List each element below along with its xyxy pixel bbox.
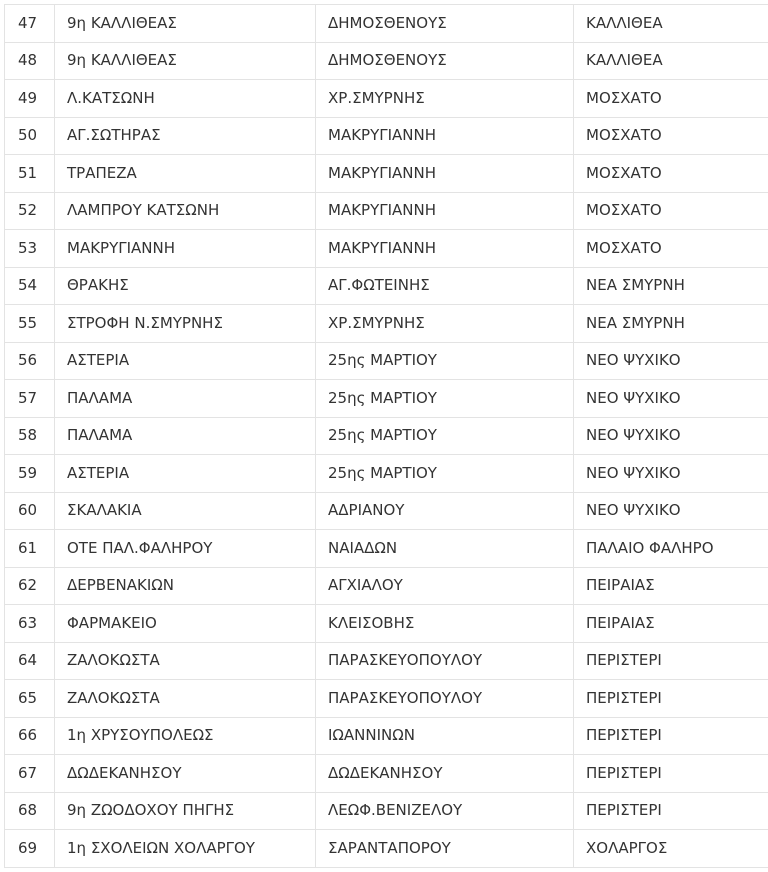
- area-name: ΝΕΑ ΣΜΥΡΝΗ: [574, 267, 768, 305]
- table-row: [5, 680, 768, 718]
- area-name: ΝΕΟ ΨΥΧΙΚΟ: [574, 417, 768, 455]
- street-name: 25ης ΜΑΡΤΙΟΥ: [316, 417, 574, 455]
- table-row: [5, 80, 768, 118]
- street-name: ΠΑΡΑΣΚΕΥΟΠΟΥΛΟΥ: [316, 642, 574, 680]
- area-name: ΝΕΟ ΨΥΧΙΚΟ: [574, 380, 768, 418]
- street-name: ΣΑΡΑΝΤΑΠΟΡΟΥ: [316, 830, 574, 868]
- row-number: 59: [5, 455, 55, 493]
- street-name: ΚΛΕΙΣΟΒΗΣ: [316, 605, 574, 643]
- row-number: 63: [5, 605, 55, 643]
- street-name: ΧΡ.ΣΜΥΡΝΗΣ: [316, 80, 574, 118]
- location-name: 9η ΚΑΛΛΙΘΕΑΣ: [55, 5, 316, 43]
- area-name: ΚΑΛΛΙΘΕΑ: [574, 42, 768, 80]
- table-row: [5, 792, 768, 830]
- area-name: ΠΑΛΑΙΟ ΦΑΛΗΡΟ: [574, 530, 768, 568]
- location-name: 9η ΚΑΛΛΙΘΕΑΣ: [55, 42, 316, 80]
- street-name: ΠΑΡΑΣΚΕΥΟΠΟΥΛΟΥ: [316, 680, 574, 718]
- area-name: ΝΕΟ ΨΥΧΙΚΟ: [574, 342, 768, 380]
- area-name: ΧΟΛΑΡΓΟΣ: [574, 830, 768, 868]
- row-number: 53: [5, 230, 55, 268]
- location-name: ΤΡΑΠΕΖΑ: [55, 155, 316, 193]
- location-name: 1η ΧΡΥΣΟΥΠΟΛΕΩΣ: [55, 717, 316, 755]
- row-number: 68: [5, 792, 55, 830]
- location-name: ΔΩΔΕΚΑΝΗΣΟΥ: [55, 755, 316, 793]
- table-row: [5, 42, 768, 80]
- street-name: ΧΡ.ΣΜΥΡΝΗΣ: [316, 305, 574, 343]
- row-number: 56: [5, 342, 55, 380]
- row-number: 55: [5, 305, 55, 343]
- table-row: [5, 342, 768, 380]
- location-name: 9η ΖΩΟΔΟΧΟΥ ΠΗΓΗΣ: [55, 792, 316, 830]
- table-row: [5, 5, 768, 43]
- table-row: [5, 267, 768, 305]
- area-name: ΝΕΟ ΨΥΧΙΚΟ: [574, 492, 768, 530]
- location-name: ΑΣΤΕΡΙΑ: [55, 455, 316, 493]
- street-name: ΔΩΔΕΚΑΝΗΣΟΥ: [316, 755, 574, 793]
- locations-table-body: [5, 5, 768, 868]
- row-number: 49: [5, 80, 55, 118]
- street-name: ΜΑΚΡΥΓΙΑΝΝΗ: [316, 230, 574, 268]
- location-name: ΛΑΜΠΡΟΥ ΚΑΤΣΩΝΗ: [55, 192, 316, 230]
- row-number: 58: [5, 417, 55, 455]
- location-name: ΔΕΡΒΕΝΑΚΙΩΝ: [55, 567, 316, 605]
- street-name: ΔΗΜΟΣΘΕΝΟΥΣ: [316, 5, 574, 43]
- location-name: ΖΑΛΟΚΩΣΤΑ: [55, 680, 316, 718]
- table-row: [5, 642, 768, 680]
- table-row: [5, 830, 768, 868]
- street-name: ΜΑΚΡΥΓΙΑΝΝΗ: [316, 155, 574, 193]
- street-name: ΑΔΡΙΑΝΟΥ: [316, 492, 574, 530]
- table-row: [5, 605, 768, 643]
- locations-table: [4, 4, 768, 868]
- area-name: ΠΕΙΡΑΙΑΣ: [574, 605, 768, 643]
- area-name: ΜΟΣΧΑΤΟ: [574, 155, 768, 193]
- street-name: ΛΕΩΦ.ΒΕΝΙΖΕΛΟΥ: [316, 792, 574, 830]
- area-name: ΠΕΡΙΣΤΕΡΙ: [574, 755, 768, 793]
- area-name: ΝΕΟ ΨΥΧΙΚΟ: [574, 455, 768, 493]
- area-name: ΝΕΑ ΣΜΥΡΝΗ: [574, 305, 768, 343]
- row-number: 57: [5, 380, 55, 418]
- table-row: [5, 380, 768, 418]
- street-name: 25ης ΜΑΡΤΙΟΥ: [316, 380, 574, 418]
- row-number: 60: [5, 492, 55, 530]
- location-name: Λ.ΚΑΤΣΩΝΗ: [55, 80, 316, 118]
- location-name: ΘΡΑΚΗΣ: [55, 267, 316, 305]
- row-number: 51: [5, 155, 55, 193]
- location-name: ΖΑΛΟΚΩΣΤΑ: [55, 642, 316, 680]
- location-name: 1η ΣΧΟΛΕΙΩΝ ΧΟΛΑΡΓΟΥ: [55, 830, 316, 868]
- row-number: 62: [5, 567, 55, 605]
- location-name: ΦΑΡΜΑΚΕΙΟ: [55, 605, 316, 643]
- area-name: ΜΟΣΧΑΤΟ: [574, 117, 768, 155]
- street-name: ΔΗΜΟΣΘΕΝΟΥΣ: [316, 42, 574, 80]
- area-name: ΠΕΡΙΣΤΕΡΙ: [574, 792, 768, 830]
- area-name: ΠΕΡΙΣΤΕΡΙ: [574, 717, 768, 755]
- location-name: ΣΚΑΛΑΚΙΑ: [55, 492, 316, 530]
- table-row: [5, 455, 768, 493]
- area-name: ΜΟΣΧΑΤΟ: [574, 192, 768, 230]
- street-name: 25ης ΜΑΡΤΙΟΥ: [316, 342, 574, 380]
- row-number: 50: [5, 117, 55, 155]
- location-name: ΜΑΚΡΥΓΙΑΝΝΗ: [55, 230, 316, 268]
- location-name: ΠΑΛΑΜΑ: [55, 417, 316, 455]
- row-number: 64: [5, 642, 55, 680]
- street-name: ΑΓΧΙΑΛΟΥ: [316, 567, 574, 605]
- street-name: ΙΩΑΝΝΙΝΩΝ: [316, 717, 574, 755]
- street-name: ΜΑΚΡΥΓΙΑΝΝΗ: [316, 192, 574, 230]
- location-name: ΑΣΤΕΡΙΑ: [55, 342, 316, 380]
- street-name: 25ης ΜΑΡΤΙΟΥ: [316, 455, 574, 493]
- street-name: ΝΑΙΑΔΩΝ: [316, 530, 574, 568]
- street-name: ΑΓ.ΦΩΤΕΙΝΗΣ: [316, 267, 574, 305]
- row-number: 61: [5, 530, 55, 568]
- location-name: ΑΓ.ΣΩΤΗΡΑΣ: [55, 117, 316, 155]
- table-row: [5, 717, 768, 755]
- street-name: ΜΑΚΡΥΓΙΑΝΝΗ: [316, 117, 574, 155]
- table-row: [5, 530, 768, 568]
- table-row: [5, 417, 768, 455]
- table-row: [5, 230, 768, 268]
- area-name: ΠΕΙΡΑΙΑΣ: [574, 567, 768, 605]
- locations-table-container: [4, 4, 768, 868]
- location-name: ΠΑΛΑΜΑ: [55, 380, 316, 418]
- area-name: ΜΟΣΧΑΤΟ: [574, 80, 768, 118]
- row-number: 67: [5, 755, 55, 793]
- row-number: 66: [5, 717, 55, 755]
- row-number: 65: [5, 680, 55, 718]
- area-name: ΠΕΡΙΣΤΕΡΙ: [574, 642, 768, 680]
- table-row: [5, 192, 768, 230]
- row-number: 54: [5, 267, 55, 305]
- location-name: ΟΤΕ ΠΑΛ.ΦΑΛΗΡΟΥ: [55, 530, 316, 568]
- location-name: ΣΤΡΟΦΗ Ν.ΣΜΥΡΝΗΣ: [55, 305, 316, 343]
- area-name: ΠΕΡΙΣΤΕΡΙ: [574, 680, 768, 718]
- area-name: ΚΑΛΛΙΘΕΑ: [574, 5, 768, 43]
- table-row: [5, 567, 768, 605]
- table-row: [5, 755, 768, 793]
- row-number: 52: [5, 192, 55, 230]
- row-number: 48: [5, 42, 55, 80]
- row-number: 69: [5, 830, 55, 868]
- table-row: [5, 117, 768, 155]
- table-row: [5, 492, 768, 530]
- row-number: 47: [5, 5, 55, 43]
- area-name: ΜΟΣΧΑΤΟ: [574, 230, 768, 268]
- table-row: [5, 305, 768, 343]
- table-row: [5, 155, 768, 193]
